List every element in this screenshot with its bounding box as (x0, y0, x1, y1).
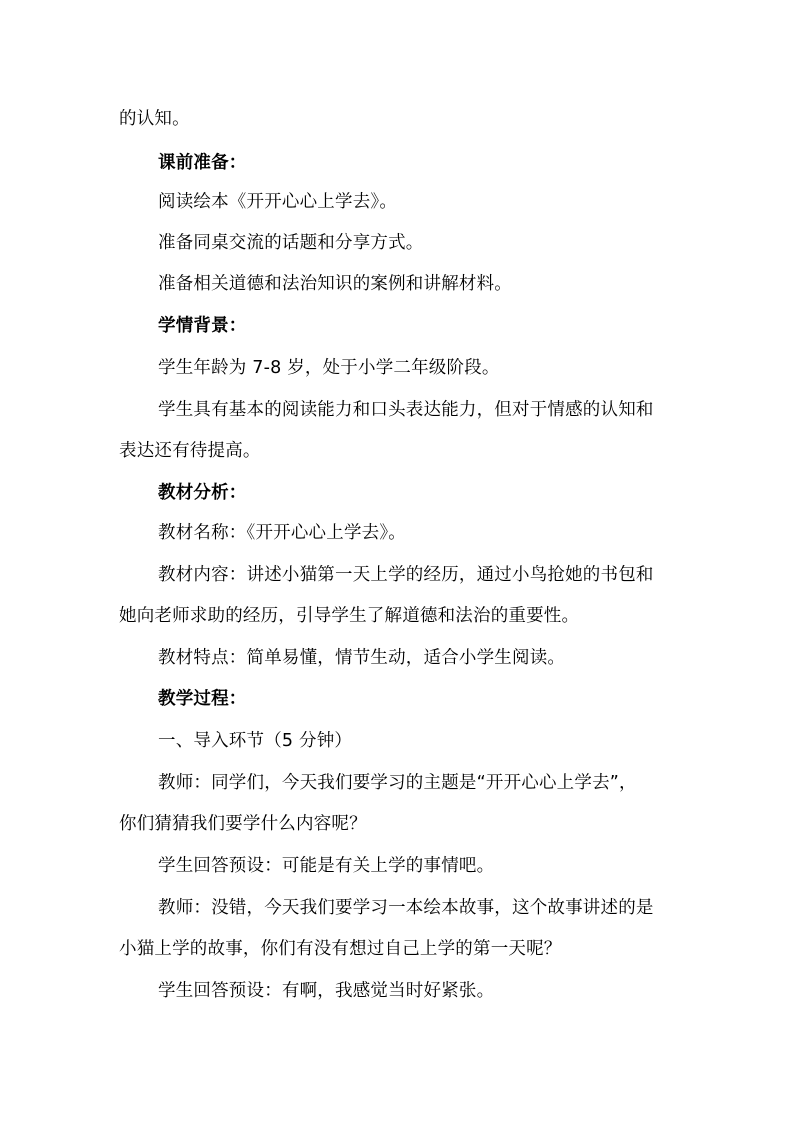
body-text-line: 一、导入环节（5 分钟） (158, 731, 353, 751)
body-text-line: 小猫上学的故事，你们有没有想过自己上学的第一天呢？ (119, 939, 562, 959)
section-heading-preparation: 课前准备： (158, 153, 247, 173)
section-heading-teaching-process: 教学过程： (158, 689, 247, 709)
body-text-line: 学生回答预设：有啊，我感觉当时好紧张。 (158, 981, 495, 1001)
body-text-line: 的认知。 (119, 109, 190, 129)
body-text-line: 教师：没错，今天我们要学习一本绘本故事，这个故事讲述的是 (158, 898, 654, 918)
body-text-line: 教师：同学们，今天我们要学习的主题是“开开心心上学去”， (158, 773, 637, 793)
body-text-line: 学生年龄为 7-8 岁，处于小学二年级阶段。 (158, 358, 500, 378)
section-heading-material-analysis: 教材分析： (158, 483, 247, 503)
body-text-line: 她向老师求助的经历，引导学生了解道德和法治的重要性。 (119, 606, 580, 626)
body-text-line: 教材特点：简单易懂，情节生动，适合小学生阅读。 (158, 648, 566, 668)
body-text-line: 准备同桌交流的话题和分享方式。 (158, 233, 424, 253)
body-text-line: 阅读绘本《开开心心上学去》。 (158, 192, 398, 212)
body-text-line: 表达还有待提高。 (119, 441, 261, 461)
body-text-line: 学生具有基本的阅读能力和口头表达能力，但对于情感的认知和 (158, 400, 654, 420)
body-text-line: 学生回答预设：可能是有关上学的事情吧。 (158, 856, 495, 876)
body-text-line: 教材内容：讲述小猫第一天上学的经历，通过小鸟抢她的书包和 (158, 565, 654, 585)
body-text-line: 你们猜猜我们要学什么内容呢？ (119, 814, 367, 834)
section-heading-background: 学情背景： (158, 316, 247, 336)
body-text-line: 准备相关道德和法治知识的案例和讲解材料。 (158, 274, 512, 294)
body-text-line: 教材名称：《开开心心上学去》。 (158, 523, 406, 543)
